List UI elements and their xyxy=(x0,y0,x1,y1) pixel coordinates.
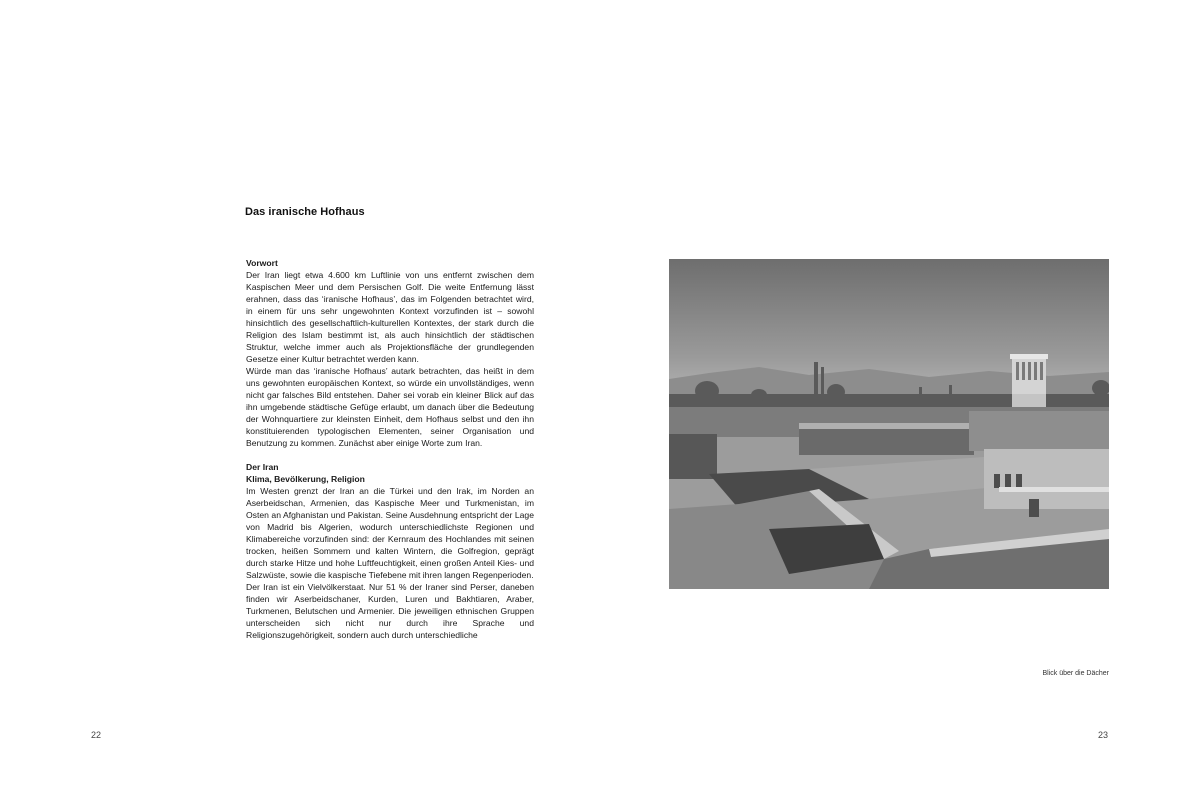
body-text-column xyxy=(246,257,534,641)
chapter-title: Das iranische Hofhaus xyxy=(245,206,365,218)
roof-block xyxy=(799,425,974,455)
roof-block-left xyxy=(669,434,717,479)
paragraph: Würde man das ‘iranische Hofhaus’ autark betrachten, das heißt in dem uns gewohnten europäischen Kontext, so würde ein unvollständiges, wenn nicht gar falsches Bild entstehen. Daher sei vorab ein kleiner Blick auf das ihn umgebende städtische Gefüge erlaubt, um danach über die Bedeutung der Wohnquartiere zur kleinsten Einheit, dem Hofhaus selbst und den ihn konstituierenden typologischen Elementen, seiner Organisation und Benutzung zu kommen. Zunächst aber einige Worte zum Iran. xyxy=(246,366,534,448)
section-subheading: Klima, Bevölkerung, Religion xyxy=(246,474,365,484)
paragraph: Der Iran liegt etwa 4.600 km Luftlinie von uns entfernt zwischen dem Kaspischen Meer und dem Persischen Golf. Die weite Entfernung lässt erahnen, dass das ‘iranische Hofhaus’, das im Folgenden betrachtet wird, in einem für uns sehr ungewohnten Kontext vorzufinden ist – sowohl hinsichtlich des gesellschaftlich-kulturellen Kontextes, der stark durch die Religion des Islam bestimmt ist, als auch hinsichtlich der städtischen Struktur, welche immer auch als Projektionsfläche der grundlegenden Gesetze einer Kultur betrachtet werden kann. xyxy=(246,270,534,364)
courtyard-building xyxy=(984,449,1109,509)
rooftop-photo xyxy=(669,259,1109,589)
photo-caption: Blick über die Dächer xyxy=(1042,670,1109,677)
wind-tower xyxy=(1010,354,1048,414)
balustrade xyxy=(999,487,1109,492)
page-number-left: 22 xyxy=(91,730,102,740)
paragraph-gap xyxy=(246,449,534,461)
roof-block-right xyxy=(969,411,1109,451)
section-heading-preface: Vorwort xyxy=(246,258,278,268)
paragraph: Im Westen grenzt der Iran an die Türkei und den Irak, im Norden an Aserbeidschan, Armenien, das Kaspische Meer und Turkmenistan, im Osten an Afghanistan und Pakistan. Seine Ausdehnung entspricht der Lage von Madrid bis Algerien, wodurch unterschiedlichste Regionen und Klimabereiche vorzufinden sind: der Kernraum des Hochlandes mit seinen trocken, heißen Sommern und kalten Wintern, die Golfregion, geprägt durch starke Hitze und hohe Luftfeuchtigkeit, einen großen Anteil Kies- und Salzwüste, sowie die kaspische Tiefebene mit ihren langen Regenperioden. xyxy=(246,486,534,580)
roof-parapet xyxy=(799,423,974,429)
section-heading-iran: Der Iran xyxy=(246,462,279,472)
page-number-right: 23 xyxy=(1097,730,1108,740)
rooftop-photo-illustration xyxy=(669,259,1109,589)
paragraph: Der Iran ist ein Vielvölkerstaat. Nur 51 % der Iraner sind Perser, daneben finden wir Aserbeidschaner, Kurden, Luren und Bakhtiaren, Araber, Turkmenen, Belutschen und Armenier. Die jeweiligen ethnischen Gruppen unterscheiden sich nicht nur durch ihre Sprache und Religionszugehörigkeit, sondern auch durch unterschiedliche xyxy=(246,582,534,640)
